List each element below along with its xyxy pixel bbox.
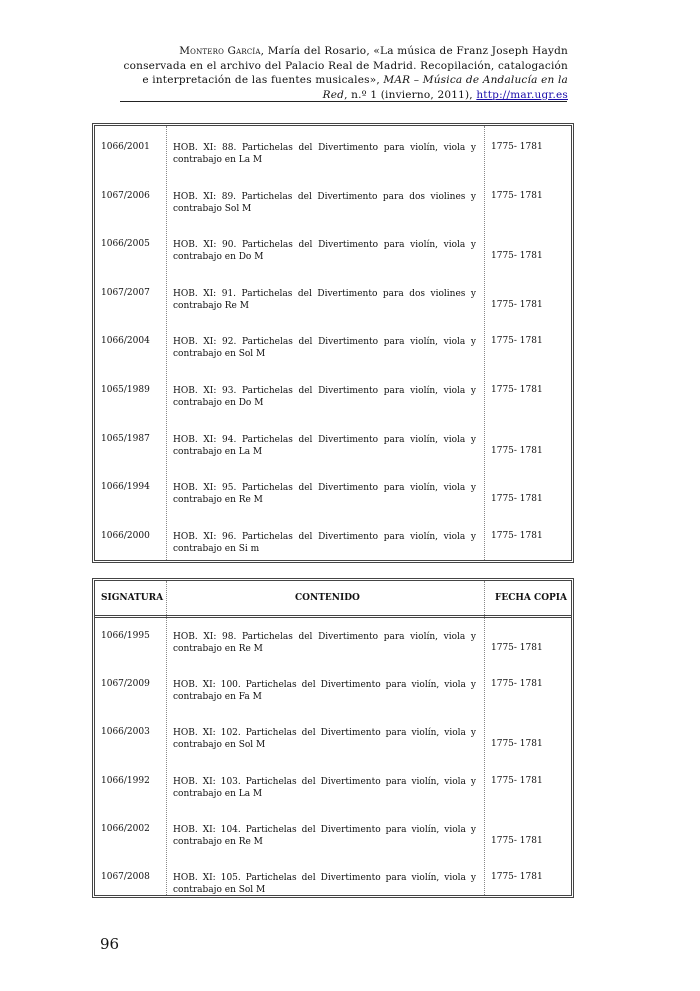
signatura-cell: 1066/2002 [101, 823, 150, 834]
contenido-cell: HOB. XI: 91. Partichelas del Divertimento para dos violines y contrabajo Re M [173, 288, 476, 311]
table-row [95, 336, 571, 384]
table-row [95, 191, 571, 239]
table-row [95, 631, 571, 679]
table-row [95, 776, 571, 824]
signatura-cell: 1066/2001 [101, 142, 150, 152]
contenido-cell: HOB. XI: 105. Partichelas del Divertimento para violín, viola y contrabajo en Sol M [173, 873, 476, 895]
signatura-cell: 1066/2004 [101, 336, 150, 347]
citation-text: , María del Rosario, «La música de Franz Joseph Haydn conservada en el archivo del Palacio Real de Madrid. Recopilación, catalogación e interpretación de las fuentes musicales», [123, 45, 568, 86]
journal-title: MAR – Música de Andalucía en la Red [322, 74, 568, 101]
table-row [95, 434, 571, 482]
fecha-cell: 1775- 1781 [491, 494, 543, 505]
signatura-cell: 1066/1994 [101, 482, 150, 493]
page-number: 96 [100, 935, 120, 953]
signatura-cell: 1065/1989 [101, 385, 150, 395]
fecha-cell: 1775- 1781 [491, 251, 543, 262]
fecha-cell: 1775- 1781 [491, 530, 543, 541]
table-row [95, 482, 571, 530]
table-row [95, 239, 571, 287]
signatura-cell: 1066/1995 [101, 631, 150, 641]
table-header-row [95, 581, 571, 618]
contenido-cell: HOB. XI: 96. Partichelas del Divertimento para violín, viola y contrabajo en Si m [173, 531, 476, 554]
contenido-cell: HOB. XI: 95. Partichelas del Divertimento para violín, viola y contrabajo en Re M [173, 483, 476, 506]
table-row [95, 385, 571, 433]
fecha-cell: 1775- 1781 [491, 299, 543, 310]
catalog-table-1 [92, 123, 574, 563]
signatura-cell: 1066/2003 [101, 727, 150, 738]
fecha-cell: 1775- 1781 [491, 835, 543, 846]
fecha-cell: 1775- 1781 [491, 336, 543, 347]
fecha-cell: 1775- 1781 [491, 385, 543, 395]
table-row [95, 142, 571, 190]
contenido-cell: HOB. XI: 93. Partichelas del Divertimento para violín, viola y contrabajo en Do M [173, 386, 476, 408]
table-row [95, 727, 571, 775]
citation-issue: , n.º 1 (invierno, 2011), [344, 88, 477, 101]
table-row [95, 288, 571, 336]
header-signatura: SIGNATURA [101, 593, 164, 603]
contenido-cell: HOB. XI: 98. Partichelas del Divertimento para violín, viola y contrabajo en Re M [173, 632, 476, 654]
signatura-cell: 1067/2006 [101, 190, 150, 201]
fecha-cell: 1775- 1781 [491, 679, 543, 690]
catalog-table-2 [92, 578, 574, 898]
contenido-cell: HOB. XI: 94. Partichelas del Divertimento para violín, viola y contrabajo en La M [173, 434, 476, 457]
author-name: Montero García [179, 45, 261, 57]
contenido-cell: HOB. XI: 104. Partichelas del Divertimento para violín, viola y contrabajo en Re M [173, 824, 476, 847]
signatura-cell: 1067/2009 [101, 679, 150, 690]
contenido-cell: HOB. XI: 89. Partichelas del Divertimento para dos violines y contrabajo Sol M [173, 191, 476, 214]
table-row [95, 824, 571, 872]
contenido-cell: HOB. XI: 88. Partichelas del Divertimento para violín, viola y contrabajo en La M [173, 143, 476, 165]
signatura-cell: 1067/2007 [101, 287, 150, 298]
contenido-cell: HOB. XI: 102. Partichelas del Divertimento para violín, viola y contrabajo en Sol M [173, 728, 476, 751]
table-row [95, 679, 571, 727]
signatura-cell: 1066/2005 [101, 239, 150, 250]
fecha-cell: 1775- 1781 [491, 190, 543, 201]
signatura-cell: 1066/1992 [101, 775, 150, 786]
fecha-cell: 1775- 1781 [491, 872, 543, 882]
fecha-cell: 1775- 1781 [491, 445, 543, 456]
contenido-cell: HOB. XI: 103. Partichelas del Divertimento para violín, viola y contrabajo en La M [173, 776, 476, 799]
fecha-cell: 1775- 1781 [491, 775, 543, 786]
contenido-cell: HOB. XI: 90. Partichelas del Divertimento para violín, viola y contrabajo en Do M [173, 240, 476, 263]
fecha-cell: 1775- 1781 [491, 739, 543, 750]
header-contenido: CONTENIDO [295, 593, 360, 603]
signatura-cell: 1067/2008 [101, 872, 150, 882]
table-row [95, 872, 571, 920]
header-divider [120, 101, 567, 102]
table-row [95, 531, 571, 579]
fecha-cell: 1775- 1781 [491, 643, 543, 653]
signatura-cell: 1065/1987 [101, 433, 150, 444]
contenido-cell: HOB. XI: 92. Partichelas del Divertimento para violín, viola y contrabajo en Sol M [173, 337, 476, 360]
journal-link[interactable]: http://mar.ugr.es [476, 88, 568, 101]
citation-header [120, 44, 568, 102]
signatura-cell: 1066/2000 [101, 530, 150, 541]
contenido-cell: HOB. XI: 100. Partichelas del Divertimento para violín, viola y contrabajo en Fa M [173, 680, 476, 703]
header-fecha-copia: FECHA COPIA [495, 593, 567, 603]
fecha-cell: 1775- 1781 [491, 142, 543, 152]
